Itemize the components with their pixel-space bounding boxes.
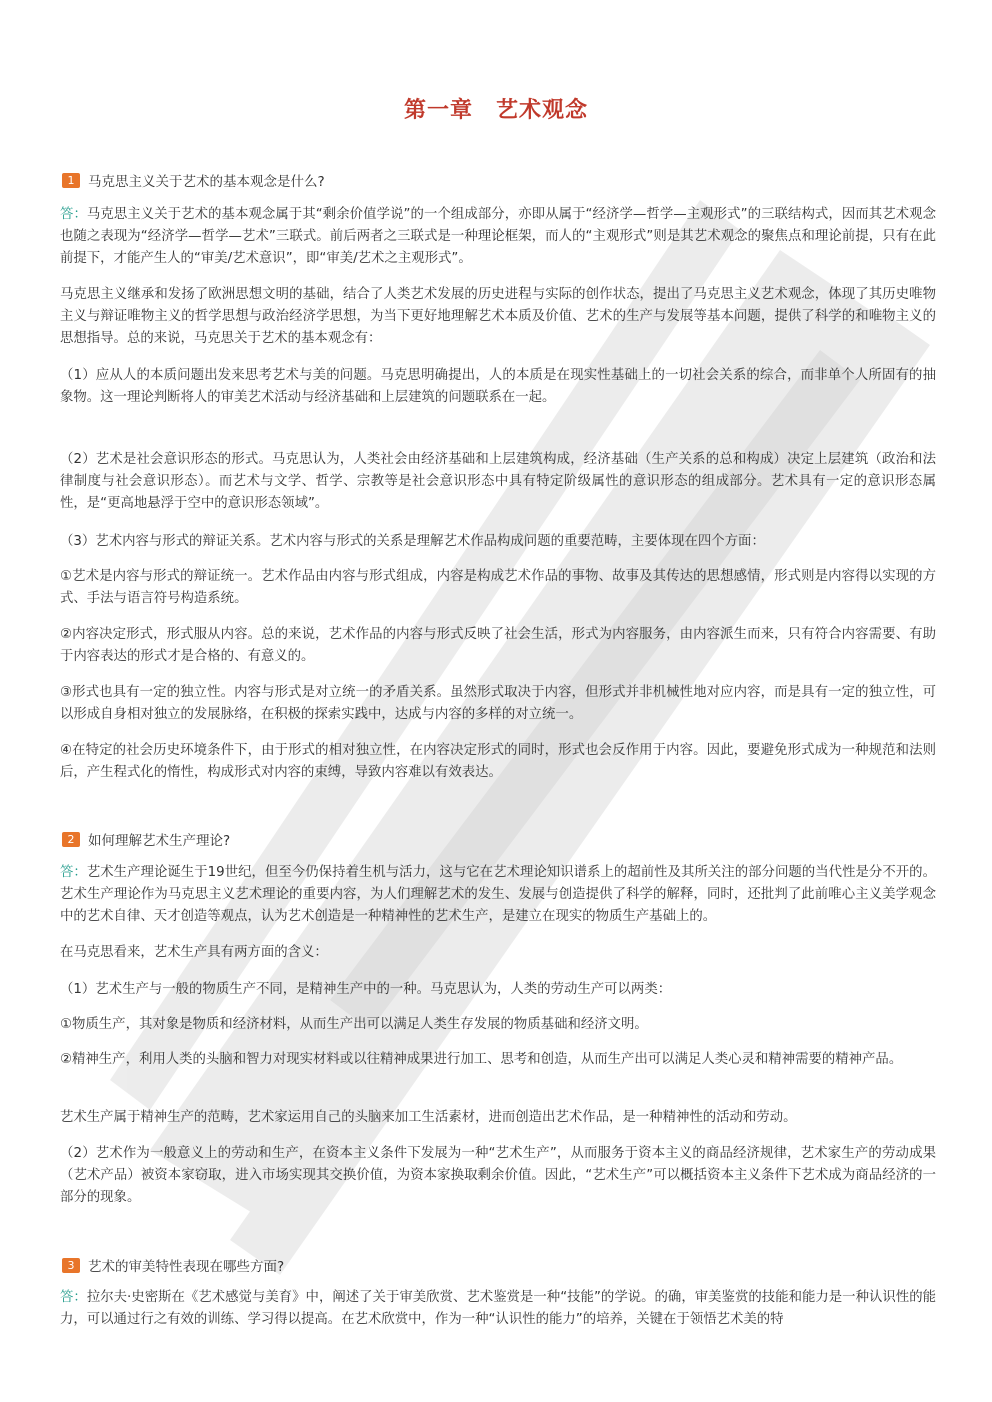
answer-paragraph [60, 204, 936, 270]
body-paragraph: （3）艺术内容与形式的辩证关系。艺术内容与形式的关系是理解艺术作品构成问题的重要范畴，主要体现在四个方面： [60, 534, 765, 549]
question-number-badge: 3 [62, 1258, 80, 1273]
body-paragraph: （1）艺术生产与一般的物质生产不同，是精神生产中的一种。马克思认为，人类的劳动生产可以两类： [60, 982, 672, 997]
answer-label: 答： [60, 1290, 87, 1305]
question-text: 如何理解艺术生产理论? [88, 833, 231, 849]
answer-text: 拉尔夫·史密斯在《艺术感觉与美育》中，阐述了关于审美欣赏、艺术鉴赏是一种“技能”的学说。的确，审美鉴赏的技能和能力是一种认识性的能力，可以通过行之有效的训练、学习得以提高。在艺术欣赏中，作为一种“认识性的能力”的培养，关键在于领悟艺术美的特 [60, 1290, 936, 1327]
question-text: 艺术的审美特性表现在哪些方面? [88, 1259, 285, 1275]
answer-paragraph [60, 862, 936, 928]
question-number-badge: 1 [62, 173, 80, 188]
body-paragraph: （1）应从人的本质问题出发来思考艺术与美的问题。马克思明确提出，人的本质是在现实性基础上的一切社会关系的综合，而非单个人所固有的抽象物。这一理论判断将人的审美艺术活动与经济基础和上层建筑的问题联系在一起。 [60, 368, 936, 405]
body-paragraph: 马克思主义继承和发扬了欧洲思想文明的基础，结合了人类艺术发展的历史进程与实际的创作状态，提出了马克思主义艺术观念，体现了其历史唯物主义与辩证唯物主义的哲学思想与政治经济学思想，为当下更好地理解艺术本质及价值、艺术的生产与发展等基本问题，提供了科学的和唯物主义的思想指导。总的来说，马克思关于艺术的基本观念有： [60, 287, 936, 346]
body-paragraph: ①物质生产，其对象是物质和经济材料，从而生产出可以满足人类生存发展的物质基础和经济文明。 [60, 1017, 648, 1032]
question-text: 马克思主义关于艺术的基本观念是什么? [88, 174, 325, 190]
body-paragraph: （2）艺术是社会意识形态的形式。马克思认为，人类社会由经济基础和上层建筑构成，经济基础（生产关系的总和构成）决定上层建筑（政治和法律制度与社会意识形态）。而艺术与文学、哲学、宗教等是社会意识形态中具有特定阶级属性的意识形态的组成部分。艺术具有一定的意识形态属性，是“更高地悬浮于空中的意识形态领域”。 [60, 452, 936, 511]
body-paragraph: （2）艺术作为一般意义上的劳动和生产，在资本主义条件下发展为一种“艺术生产”，从而服务于资本主义的商品经济规律，艺术家生产的劳动成果（艺术产品）被资本家窃取，进入市场实现其交换价值，为资本家换取剩余价值。因此，“艺术生产”可以概括资本主义条件下艺术成为商品经济的一部分的现象。 [60, 1146, 936, 1205]
answer-text: 艺术生产理论诞生于19世纪，但至今仍保持着生机与活力，这与它在艺术理论知识谱系上的超前性及其所关注的部分问题的当代性是分不开的。艺术生产理论作为马克思主义艺术理论的重要内容，为人们理解艺术的发生、发展与创造提供了科学的解释，同时，还批判了此前唯心主义美学观念中的艺术自律、天才创造等观点，认为艺术创造是一种精神性的艺术生产，是建立在现实的物质生产基础上的。 [60, 865, 936, 924]
answer-label: 答： [60, 865, 87, 880]
body-paragraph: ④在特定的社会历史环境条件下，由于形式的相对独立性，在内容决定形式的同时，形式也会反作用于内容。因此，要避免形式成为一种规范和法则后，产生程式化的惰性，构成形式对内容的束缚，导致内容难以有效表达。 [60, 743, 936, 780]
answer-paragraph [60, 1287, 936, 1331]
chapter-title: 第一章 艺术观念 [403, 98, 588, 123]
body-paragraph: ②内容决定形式，形式服从内容。总的来说，艺术作品的内容与形式反映了社会生活，形式为内容服务，由内容派生而来，只有符合内容需要、有助于内容表达的形式才是合格的、有意义的。 [60, 627, 936, 664]
body-paragraph: ③形式也具有一定的独立性。内容与形式是对立统一的矛盾关系。虽然形式取决于内容，但形式并非机械性地对应内容，而是具有一定的独立性，可以形成自身相对独立的发展脉络，在积极的探索实践中，达成与内容的多样的对立统一。 [60, 685, 936, 722]
body-paragraph: 在马克思看来，艺术生产具有两方面的含义： [60, 945, 328, 960]
question-3-heading [62, 1255, 284, 1275]
body-paragraph: 艺术生产属于精神生产的范畴，艺术家运用自己的头脑来加工生活素材，进而创造出艺术作品，是一种精神性的活动和劳动。 [60, 1110, 797, 1125]
body-paragraph: ②精神生产，利用人类的头脑和智力对现实材料或以往精神成果进行加工、思考和创造，从而生产出可以满足人类心灵和精神需要的精神产品。 [60, 1052, 903, 1067]
question-1-heading [62, 170, 325, 190]
question-2-heading [62, 829, 230, 849]
answer-text: 马克思主义关于艺术的基本观念属于其“剩余价值学说”的一个组成部分，亦即从属于“经济学—哲学—主观形式”的三联结构式，因而其艺术观念也随之表现为“经济学—哲学—艺术”三联式。前后两者之三联式是一种理论框架，而人的“主观形式”则是其艺术观念的聚焦点和理论前提，只有在此前提下，才能产生人的“审美/艺术意识”，即“审美/艺术之主观形式”。 [60, 207, 936, 266]
body-paragraph: ①艺术是内容与形式的辩证统一。艺术作品由内容与形式组成，内容是构成艺术作品的事物、故事及其传达的思想感情，形式则是内容得以实现的方式、手法与语言符号构造系统。 [60, 569, 936, 606]
question-number-badge: 2 [62, 832, 80, 847]
answer-label: 答： [60, 207, 87, 222]
